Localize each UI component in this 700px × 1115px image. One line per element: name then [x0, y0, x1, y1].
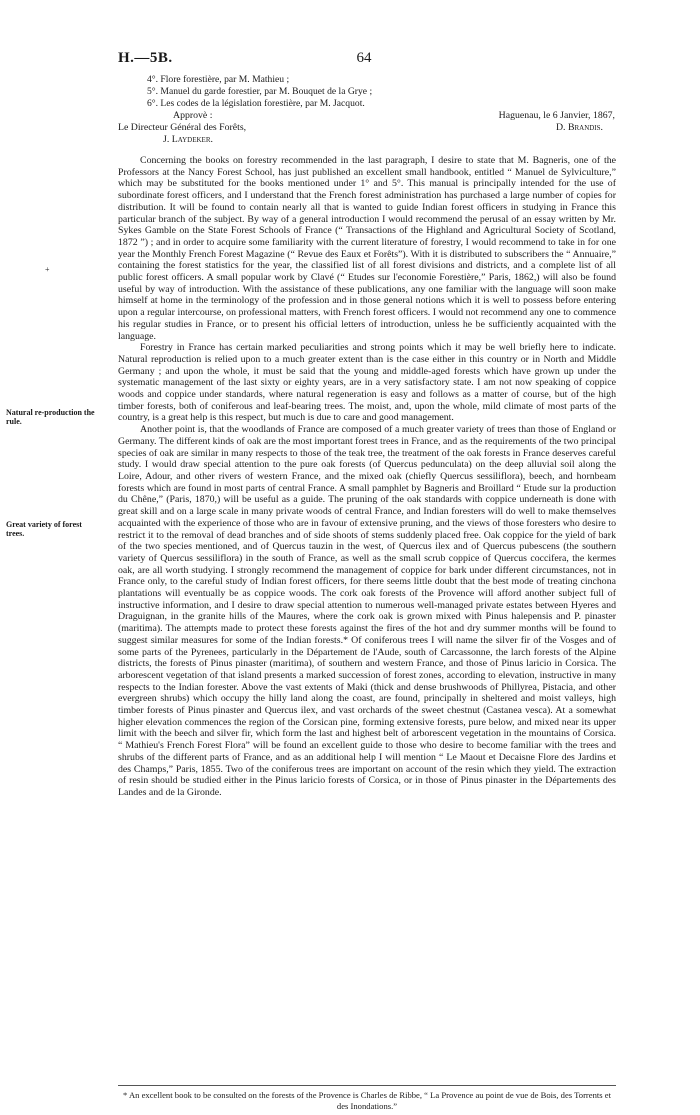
footnote: * An excellent book to be consulted on the forests of the Provence is Charles de Ribbe, “ La Provence au point de vue de Bois, des Torrents et des Inondations.” — [122, 1090, 611, 1111]
paragraph-books: Concerning the books on forestry recommended in the last paragraph, I desire to state that M. Bagneris, one of the Professors at the Nancy Forest School, has just published an excellent small handbook, entitled “ Manuel de Sylviculture,” which may be substituted for the books mentioned under 1° and 5°. This manual is principally intended for the use of subordinate forest officers, and I understand that the French forest administration has purchased a large number of copies for distribution. It will be found to contain nearly all that is wanted to guide Indian forest officers in studying in France this particular branch of the subject. By way of a general introduction I would recommend the perusal of an essay written by Mr. Sykes Gamble on the State Forest Schools of France (“ Transactions of the Highland and Agricultural Society of Scotland, 1872 ”) ; and in order to acquire some familiarity with the current literature of forestry, I would recommend to take in for one year the Monthly French Forest Magazine (“ Revue des Eaux et Forêts”). With it is distributed to subscribers the “ Annuaire,” containing the forest statistics for the year, the classified list of all forest divisions and districts, and a complete list of all public forest officers. A small popular work by Clavé (“ Etudes sur l'economie Forestière,” Paris, 1862,) will also be found useful by way of introduction. With the assistance of these publications, any one familiar with the language will soon make himself at home in the terminology of the profession and in those general notions which it is well to possess before entering upon a regular intercourse, on professional matters, with French forest officers. I would not recommend any one to commence his regular studies in France, or to present his official letters of introduction, unless he be sufficiently acquainted with the language. — [118, 155, 616, 342]
approval-block — [118, 110, 246, 146]
footnote-divider — [118, 1085, 616, 1086]
page-number: 64 — [356, 50, 372, 66]
sidenote-natural-reproduction: Natural re-production the rule. — [6, 408, 95, 426]
director-title: Le Directeur Général des Forêts, — [118, 122, 247, 133]
author-name: D. Brandis. — [555, 122, 603, 133]
margin-mark: + — [45, 265, 50, 274]
document-reference: H.—5B. — [118, 50, 173, 66]
list-item: 4°. Flore forestière, par M. Mathieu ; — [147, 74, 290, 85]
approved-label: Approvè : — [173, 110, 213, 121]
body-text — [118, 155, 616, 799]
book-list — [147, 74, 372, 110]
place-date: Haguenau, le 6 Janvier, 1867, — [498, 110, 615, 121]
page-header — [118, 50, 610, 70]
list-item: 5°. Manuel du garde forestier, par M. Bouquet de la Grye ; — [147, 86, 373, 97]
sidenote-forest-variety: Great variety of forest trees. — [6, 520, 82, 538]
director-name: J. Laydeker. — [163, 134, 213, 145]
signature-block — [440, 110, 615, 134]
paragraph-forest-variety: Another point is, that the woodlands of France are composed of a much greater variety of trees than those of England or Germany. The different kinds of oak are the most important forest trees in France, and as the requirements of the two principal species of oak are similar in many respects to those of the teak tree, the treatment of the oak forests in France deserves careful study. I would draw special attention to the pure oak forests (of Quercus pedunculata) on the deep alluvial soil along the Loire, Adour, and other rivers of western France, and the mixed oak (chiefly Quercus sessiliflora), beech, and hornbeam forests which are found in most parts of central France. A small pamphlet by Bagneris and Broillard “ Etude sur la production du Chêne,” (Paris, 1870,) will be useful as a guide. The pruning of the oak standards with coppice underneath is done with great skill and on a large scale in many private woods of central France, and Indian foresters will do well to make themselves acquainted with the experience of those who are in favour of extensive pruning, and the views of those foresters who desire to restrict it to the removal of dead branches and of side shoots of stems suddenly placed free. Oak coppice for the yield of bark of the two species mentioned, and of Quercus tauzin in the west, of Quercus ilex and of Quercus pubescens (the southern variety of Quercus sessiliflora) in the south of France, as well as the small scrub coppice of Quercus coccifera, the kermes oak, are all worth studying. I strongly recommend the management of coppice for bark under different circumstances, not in France only, to the careful study of Indian forest officers, for there seems little doubt that the best mode of treating cinchona plantations will eventually be as coppice woods. The cork oak forests of the Provence will afford another subject full of instructive information, and I desire to draw special attention to numerous well-managed private estates between Hyeres and Draguignan, in the granite hills of the Maures, where the cork oak is grown mixed with Pinus halepensis and P. pinaster (maritima). The attempts made to protect these forests against the fires of the hot and dry summer months will be found to suggest similar measures for some of the Indian forests.* Of coniferous trees I will name the silver fir of the Vosges and of some parts of the Pyrenees, particularly in the Département de l'Aude, south of Carcassonne, the larch forests of the Alpine districts, the forests of Pinus pinaster (maritima), of southern and western France, and those of Pinus laricio in Corsica. The arborescent vegetation of that island presents a marked succession of forest zones, according to elevation, instructive in many respects to the Indian forester. Above the vast extents of Maki (thick and dense brushwoods of Phillyrea, Pistacia, and other evergreen shrubs) which occupy the hilly land along the coast, are found, principally in sheltered and moist valleys, high timber forests of Pinus pinaster and Quercus ilex, and vast orchards of the sweet chestnut (Castanea vesca). At a somewhat higher elevation commences the region of the Corsican pine, forming extensive forests, pure below, and mixed near its upper limit with the beech and silver fir, which form the last and highest belt of arborescent vegetation in the mountains of Corsica. “ Mathieu's French Forest Flora” will be found an excellent guide to those who desire to become familiar with the trees and shrubs of the different parts of France, and as an additional help I will mention “ Le Maout et Decaisne Flore des Jardins et des Champs,” Paris, 1855. Two of the coniferous trees are important on account of the resin which they yield. The extraction of resin should be studied either in the Pinus laricio forests of Corsica, or in those of Pinus pinaster in the Départements des Landes and de la Gironde. — [118, 424, 616, 798]
list-item: 6°. Les codes de la législation forestière, par M. Jacquot. — [147, 98, 365, 109]
paragraph-natural-reproduction: Forestry in France has certain marked peculiarities and strong points which it may be well briefly here to indicate. Natural reproduction is relied upon to a much greater extent than is the case either in this country or in North and Middle Germany ; and upon the whole, it must be said that the young and middle-aged forests which have grown up under the systematic management of the last sixty or eighty years, are in a very satisfactory state. I am not now speaking of coppice woods and coppice under standards, where natural regeneration is easy and follows as a matter of course, but of the high timber forests, both of coniferous and leaf-bearing trees. The moist, and, upon the whole, mild climate of most parts of the country, is a great help is this respect, but much is due to care and good management. — [118, 342, 616, 424]
